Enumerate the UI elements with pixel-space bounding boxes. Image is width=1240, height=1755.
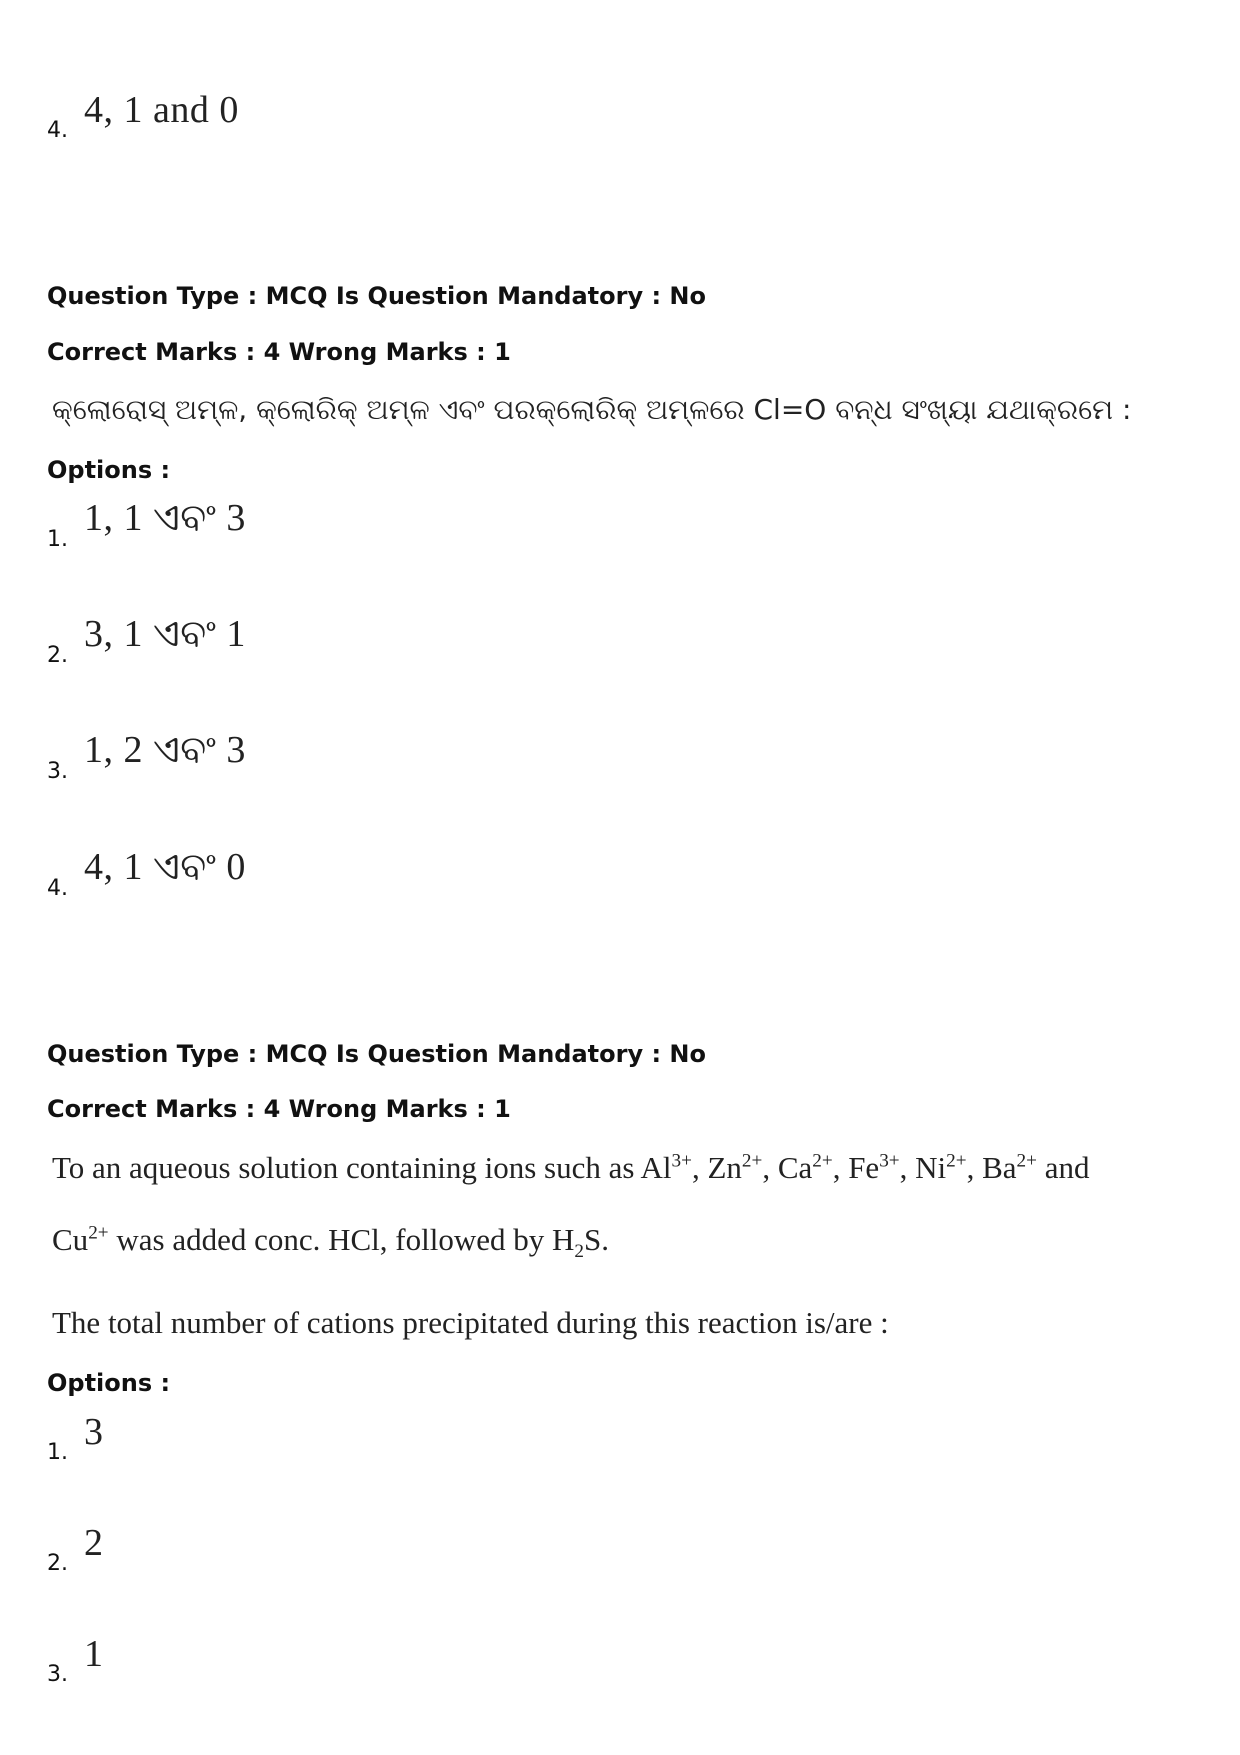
h2s-s: S. xyxy=(584,1222,609,1257)
ion-cu: Cu xyxy=(52,1222,89,1257)
ion-al: Al xyxy=(640,1150,672,1185)
option-text: 1, 1 ଏବଂ 3 xyxy=(84,497,246,539)
question-line-1-prefix: To an aqueous solution containing ions such as xyxy=(52,1150,635,1185)
options-label: Options : xyxy=(47,1369,171,1397)
question-line-2 xyxy=(52,1222,609,1263)
ion-fe-charge: 3+ xyxy=(879,1150,900,1172)
option-number: 1. xyxy=(47,527,68,552)
ion-list xyxy=(641,1150,1045,1185)
ion-separator: , xyxy=(691,1150,708,1185)
option-text: 2 xyxy=(84,1522,104,1564)
option-number: 1. xyxy=(47,1440,68,1465)
ion-separator: , xyxy=(899,1150,916,1185)
option-number: 3. xyxy=(47,759,68,784)
question-text: କ୍ଲୋରୋସ୍ ଅମ୍ଳ, କ୍ଲୋରିକ୍ ଅମ୍ଳ ଏବଂ ପରକ୍ଲୋରିକ୍ ଅମ୍ଳରେ Cl=O ବନ୍ଧ ସଂଖ୍ୟା ଯଥାକ୍ରମେ : xyxy=(52,393,1132,426)
option-number: 2. xyxy=(47,643,68,668)
option-number: 4. xyxy=(47,118,68,143)
ion-al-charge: 3+ xyxy=(671,1150,692,1172)
ion-separator xyxy=(1037,1150,1045,1185)
option-text: 3 xyxy=(84,1411,104,1453)
option-text: 4, 1 ଏବଂ 0 xyxy=(84,846,246,888)
ion-separator: , xyxy=(966,1150,983,1185)
h2s-h: H xyxy=(552,1222,575,1257)
option-text: 1 xyxy=(84,1633,104,1675)
question-line-1 xyxy=(52,1150,1089,1186)
ion-ni-charge: 2+ xyxy=(946,1150,967,1172)
option-number: 3. xyxy=(47,1662,68,1687)
h2s-subscript: 2 xyxy=(574,1241,584,1263)
question-type-line: Question Type : MCQ Is Question Mandatory : No xyxy=(47,1040,706,1068)
marks-line: Correct Marks : 4 Wrong Marks : 1 xyxy=(47,1095,511,1123)
question-line-1-suffix: and xyxy=(1044,1150,1090,1185)
ion-ba-charge: 2+ xyxy=(1016,1150,1037,1172)
marks-line: Correct Marks : 4 Wrong Marks : 1 xyxy=(47,338,511,366)
question-line-2-middle: was added conc. HCl, followed by xyxy=(108,1222,552,1257)
option-text: 3, 1 ଏବଂ 1 xyxy=(84,613,246,655)
ion-cu-charge: 2+ xyxy=(88,1222,109,1244)
ion-separator: , xyxy=(762,1150,778,1185)
ion-fe: Fe xyxy=(848,1150,880,1185)
ion-ba: Ba xyxy=(982,1150,1017,1185)
ion-zn-charge: 2+ xyxy=(741,1150,763,1172)
ion-ca-charge: 2+ xyxy=(812,1150,833,1172)
option-text: 4, 1 and 0 xyxy=(84,89,239,131)
ion-ni: Ni xyxy=(915,1150,947,1185)
ion-zn: Zn xyxy=(707,1150,742,1185)
option-number: 4. xyxy=(47,876,68,901)
option-number: 2. xyxy=(47,1551,68,1576)
options-label: Options : xyxy=(47,456,171,484)
ion-separator: , xyxy=(832,1150,849,1185)
option-text: 1, 2 ଏବଂ 3 xyxy=(84,729,246,771)
ion-ca: Ca xyxy=(777,1150,813,1185)
question-type-line: Question Type : MCQ Is Question Mandatory : No xyxy=(47,282,706,310)
question-line-3: The total number of cations precipitated during this reaction is/are : xyxy=(52,1305,889,1340)
